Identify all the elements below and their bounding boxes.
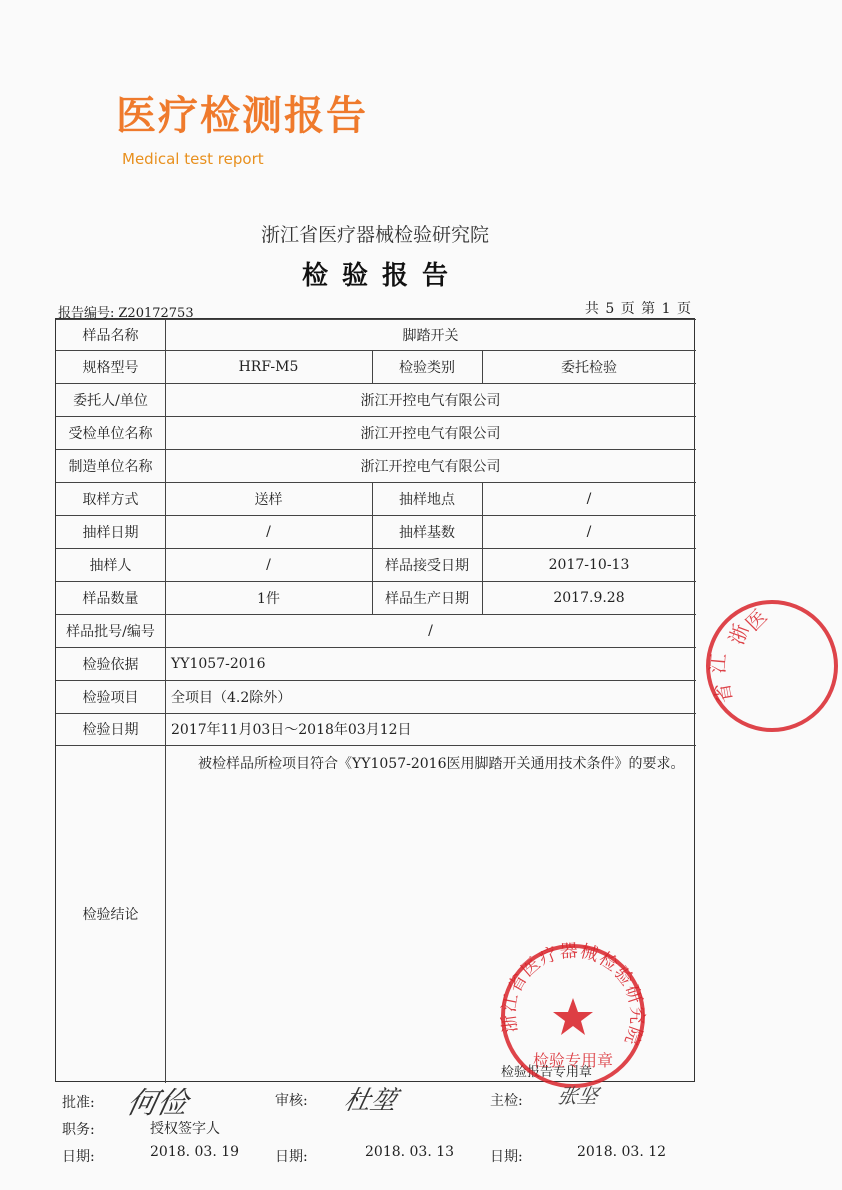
sampling-date-value: / [266, 523, 271, 540]
batch-no-value: / [428, 622, 433, 639]
sampling-base-value: / [586, 523, 592, 540]
sampling-date-label: 抽样日期 [82, 524, 139, 541]
sampling-base-label: 抽样基数 [399, 524, 455, 541]
date3-label: 日期: [490, 1149, 523, 1165]
svg-text:浙: 浙 [724, 620, 754, 648]
main-inspector-signature: 张坚 [555, 1084, 601, 1108]
production-date-label: 样品生产日期 [385, 590, 469, 607]
institute-name: 浙江省医疗器械检验研究院 [260, 224, 489, 246]
conclusion-label: 检验结论 [82, 907, 139, 923]
items-label: 检验项目 [82, 689, 139, 706]
review-signature: 杜堃 [341, 1086, 400, 1116]
sampler-value: / [266, 556, 271, 573]
review-label: 审核: [275, 1093, 308, 1109]
seal-stamp-edge [702, 596, 842, 736]
date2-value: 2018. 03. 13 [365, 1144, 455, 1160]
inspect-type-label: 检验类别 [399, 359, 455, 376]
receive-date-label: 样品接受日期 [385, 557, 469, 574]
conclusion-text: 被检样品所检项目符合《YY1057-2016医用脚踏开关通用技术条件》的要求。 [198, 756, 685, 772]
manufacturer-value: 浙江开控电气有限公司 [360, 458, 501, 475]
sampling-place-label: 抽样地点 [399, 491, 455, 508]
svg-text:省: 省 [709, 681, 737, 706]
test-date-value: 2017年11月03日～2018年03月12日 [171, 722, 412, 738]
date1-value: 2018. 03. 19 [150, 1144, 240, 1160]
post-label: 职务: [62, 1122, 95, 1138]
model-value: HRF-M5 [238, 358, 299, 375]
seal-caption: 检验报告专用章 [501, 1065, 593, 1080]
model-label: 规格型号 [82, 359, 139, 376]
client-label: 委托人/单位 [73, 392, 148, 409]
sampling-method-label: 取样方式 [82, 491, 139, 508]
seal-star-icon [553, 998, 593, 1035]
production-date-value: 2017.9.28 [553, 589, 625, 606]
test-date-label: 检验日期 [82, 722, 139, 738]
inspected-unit-value: 浙江开控电气有限公司 [360, 425, 501, 442]
post-value: 授权签字人 [150, 1121, 220, 1137]
date1-label: 日期: [62, 1149, 95, 1165]
approve-label: 批准: [62, 1095, 95, 1111]
main-inspector-label: 主检: [490, 1093, 523, 1109]
quantity-label: 样品数量 [82, 590, 139, 607]
sampling-place-value: / [586, 490, 592, 507]
approve-signature: 何俭 [123, 1086, 191, 1121]
basis-label: 检验依据 [82, 656, 139, 673]
inspect-type-value: 委托检验 [561, 359, 617, 376]
quantity-value: 1件 [257, 590, 280, 607]
report-number-label: 报告编号: [58, 306, 115, 321]
date2-label: 日期: [275, 1149, 308, 1165]
seal-bottom-text: 检验专用章 [532, 1051, 614, 1070]
client-value: 浙江开控电气有限公司 [360, 392, 501, 409]
manufacturer-label: 制造单位名称 [68, 458, 153, 475]
date3-value: 2018. 03. 12 [577, 1144, 667, 1160]
inspected-unit-label: 受检单位名称 [68, 425, 153, 442]
sample-name-value: 脚踏开关 [402, 327, 459, 344]
svg-text:江: 江 [705, 652, 731, 675]
items-value: 全项目（4.2除外） [171, 689, 292, 706]
basis-value: YY1057-2016 [171, 655, 266, 672]
official-seal [497, 940, 649, 1092]
sample-name-label: 样品名称 [82, 327, 139, 344]
banner-subtitle: Medical test report [122, 150, 264, 168]
banner-title: 医疗检测报告 [116, 93, 368, 139]
batch-no-label: 样品批号/编号 [66, 623, 155, 640]
receive-date-value: 2017-10-13 [548, 556, 630, 573]
report-number-value: Z20172753 [118, 306, 194, 321]
sampler-label: 抽样人 [89, 557, 132, 574]
svg-text:浙江省医疗器械检验研究院 [498, 940, 647, 1048]
report-title: 检验报告 [301, 261, 462, 291]
page-count: 共 5 页 第 1 页 [584, 301, 692, 317]
svg-text:医: 医 [740, 604, 772, 636]
sampling-method-value: 送样 [254, 491, 283, 508]
seal-ring-text: 浙江省医疗器械检验研究院 [498, 940, 648, 1049]
